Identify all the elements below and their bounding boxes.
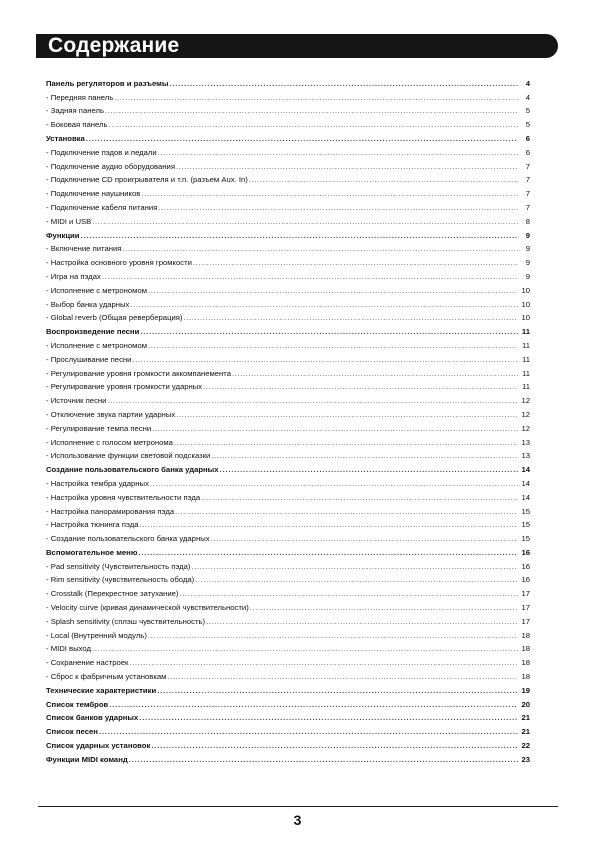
- toc-entry-page: 11: [522, 354, 530, 364]
- toc-sub-entry[interactable]: [46, 557, 530, 571]
- toc-section-entry[interactable]: [46, 74, 530, 88]
- toc-entry-page: 22: [521, 741, 530, 751]
- toc-entry-label: - Исполнение с метрономом: [46, 340, 148, 350]
- toc-entry-page: 5: [525, 120, 530, 130]
- toc-entry-page: 19: [521, 685, 530, 695]
- table-of-contents: [46, 74, 530, 764]
- toc-entry-page: 20: [521, 699, 530, 709]
- toc-entry-page: 12: [521, 396, 530, 406]
- toc-dot-leader: [206, 617, 518, 626]
- toc-dot-leader: [179, 589, 518, 598]
- toc-entry-label: - Сброс к фабричным установкам: [46, 672, 167, 682]
- toc-entry-label: - Сохранение настроек: [46, 658, 129, 668]
- toc-dot-leader: [232, 369, 518, 378]
- toc-entry-label: - Игра на пэдах: [46, 271, 101, 281]
- toc-entry-page: 18: [521, 658, 530, 668]
- toc-dot-leader: [211, 534, 518, 543]
- toc-dot-leader: [157, 686, 518, 695]
- toc-entry-label: Функции: [46, 230, 80, 240]
- toc-section-entry[interactable]: [46, 543, 530, 557]
- toc-entry-label: - Настройка тюнинга пэда: [46, 520, 139, 530]
- toc-entry-label: - Настройка панорамирования пэда: [46, 506, 175, 516]
- toc-sub-entry[interactable]: [46, 88, 530, 102]
- toc-entry-label: - Настройка уровня чувствительности пэда: [46, 492, 201, 502]
- toc-sub-entry[interactable]: [46, 667, 530, 681]
- toc-dot-leader: [176, 162, 518, 171]
- toc-dot-leader: [148, 286, 518, 295]
- toc-dot-leader: [138, 548, 518, 557]
- toc-entry-page: 12: [521, 409, 530, 419]
- toc-sub-entry[interactable]: [46, 281, 530, 295]
- toc-entry-label: Установка: [46, 133, 85, 143]
- toc-entry-page: 6: [525, 147, 530, 157]
- toc-sub-entry[interactable]: [46, 364, 530, 378]
- toc-entry-label: Панель регуляторов и разъемы: [46, 78, 169, 88]
- toc-dot-leader: [109, 700, 518, 709]
- toc-sub-entry[interactable]: [46, 516, 530, 530]
- toc-dot-leader: [152, 424, 518, 433]
- toc-sub-entry[interactable]: [46, 253, 530, 267]
- toc-section-entry[interactable]: [46, 695, 530, 709]
- toc-entry-label: - MIDI выход: [46, 644, 92, 654]
- page-title: Содержание: [48, 34, 180, 57]
- toc-entry-label: - Исполнение с голосом метронома: [46, 437, 173, 447]
- toc-sub-entry[interactable]: [46, 198, 530, 212]
- toc-sub-entry[interactable]: [46, 433, 530, 447]
- toc-entry-page: 9: [525, 230, 530, 240]
- toc-sub-entry[interactable]: [46, 240, 530, 254]
- toc-entry-page: 23: [521, 754, 530, 764]
- toc-entry-page: 7: [525, 189, 530, 199]
- toc-entry-label: - Настройка тембра ударных: [46, 478, 149, 488]
- toc-entry-label: - Local (Внутренний модуль): [46, 630, 147, 640]
- toc-dot-leader: [250, 603, 518, 612]
- toc-entry-label: Технические характеристики: [46, 685, 157, 695]
- toc-entry-label: - Источник песни: [46, 396, 107, 406]
- toc-entry-label: - Crosstalk (Перекрестное затухание): [46, 589, 179, 599]
- toc-dot-leader: [130, 300, 518, 309]
- toc-sub-entry[interactable]: [46, 640, 530, 654]
- toc-entry-label: - Регулирование уровня громкости аккомпанемента: [46, 368, 232, 378]
- toc-entry-page: 11: [522, 382, 530, 392]
- page-number: 3: [293, 812, 302, 828]
- toc-sub-entry[interactable]: [46, 571, 530, 585]
- toc-dot-leader: [99, 727, 518, 736]
- toc-entry-page: 4: [525, 78, 530, 88]
- toc-sub-entry[interactable]: [46, 598, 530, 612]
- toc-dot-leader: [107, 396, 518, 405]
- toc-entry-page: 13: [521, 437, 530, 447]
- toc-entry-page: 15: [521, 534, 530, 544]
- toc-entry-label: - Включение питания: [46, 244, 122, 254]
- toc-sub-entry[interactable]: [46, 405, 530, 419]
- toc-sub-entry[interactable]: [46, 212, 530, 226]
- toc-entry-label: - MIDI и USB: [46, 216, 92, 226]
- toc-entry-page: 11: [522, 368, 530, 378]
- toc-dot-leader: [140, 327, 518, 336]
- toc-dot-leader: [175, 507, 518, 516]
- toc-section-entry[interactable]: [46, 709, 530, 723]
- toc-entry-label: - Global reverb (Общая реверберация): [46, 313, 183, 323]
- toc-entry-label: - Создание пользовательского банка ударных: [46, 534, 210, 544]
- toc-dot-leader: [195, 575, 518, 584]
- toc-sub-entry[interactable]: [46, 350, 530, 364]
- toc-dot-leader: [102, 272, 518, 281]
- toc-entry-page: 9: [525, 271, 530, 281]
- toc-entry-page: 14: [521, 492, 530, 502]
- toc-entry-label: - Использование функции световой подсказки: [46, 451, 211, 461]
- toc-entry-page: 16: [521, 547, 530, 557]
- toc-entry-label: - Передняя панель: [46, 92, 114, 102]
- toc-dot-leader: [81, 231, 518, 240]
- toc-dot-leader: [176, 410, 518, 419]
- toc-entry-label: - Настройка основного уровня громкости: [46, 258, 192, 268]
- toc-entry-page: 10: [521, 313, 530, 323]
- toc-dot-leader: [109, 120, 518, 129]
- toc-sub-entry[interactable]: [46, 419, 530, 433]
- toc-entry-page: 15: [521, 520, 530, 530]
- toc-dot-leader: [86, 134, 518, 143]
- toc-entry-page: 11: [521, 327, 530, 337]
- toc-entry-page: 10: [521, 299, 530, 309]
- toc-entry-page: 7: [525, 202, 530, 212]
- toc-sub-entry[interactable]: [46, 157, 530, 171]
- toc-dot-leader: [129, 658, 518, 667]
- toc-dot-leader: [139, 713, 518, 722]
- toc-sub-entry[interactable]: [46, 171, 530, 185]
- toc-entry-page: 12: [521, 423, 530, 433]
- toc-entry-label: Список песен: [46, 727, 98, 737]
- toc-dot-leader: [132, 355, 518, 364]
- toc-entry-page: 11: [522, 340, 530, 350]
- toc-dot-leader: [148, 631, 518, 640]
- toc-dot-leader: [211, 451, 518, 460]
- toc-entry-page: 6: [525, 133, 530, 143]
- toc-sub-entry[interactable]: [46, 653, 530, 667]
- title-bar: [36, 34, 558, 58]
- toc-dot-leader: [249, 175, 518, 184]
- toc-entry-label: - Выбор банка ударных: [46, 299, 130, 309]
- toc-entry-page: 14: [521, 478, 530, 488]
- toc-entry-page: 17: [521, 616, 530, 626]
- toc-dot-leader: [114, 93, 518, 102]
- toc-dot-leader: [148, 341, 518, 350]
- toc-entry-label: Функции MIDI команд: [46, 754, 128, 764]
- toc-dot-leader: [139, 520, 518, 529]
- toc-dot-leader: [191, 562, 518, 571]
- toc-entry-label: Список ударных установок: [46, 741, 151, 751]
- toc-sub-entry[interactable]: [46, 447, 530, 461]
- toc-entry-label: - Боковая панель: [46, 120, 108, 130]
- toc-sub-entry[interactable]: [46, 391, 530, 405]
- toc-entry-page: 13: [521, 451, 530, 461]
- toc-sub-entry[interactable]: [46, 626, 530, 640]
- toc-dot-leader: [92, 217, 518, 226]
- toc-entry-page: 4: [525, 92, 530, 102]
- toc-entry-label: - Отключение звука партии ударных: [46, 409, 176, 419]
- toc-dot-leader: [122, 244, 518, 253]
- toc-dot-leader: [169, 79, 518, 88]
- toc-entry-page: 5: [525, 106, 530, 116]
- toc-dot-leader: [129, 755, 518, 764]
- toc-section-entry[interactable]: [46, 460, 530, 474]
- toc-dot-leader: [201, 493, 518, 502]
- toc-entry-label: - Регулирование уровня громкости ударных: [46, 382, 203, 392]
- toc-entry-label: - Velocity curve (кривая динамической чувствительности): [46, 603, 249, 613]
- toc-dot-leader: [203, 382, 518, 391]
- toc-sub-entry[interactable]: [46, 115, 530, 129]
- toc-section-entry[interactable]: [46, 681, 530, 695]
- toc-sub-entry[interactable]: [46, 474, 530, 488]
- toc-entry-page: 16: [521, 561, 530, 571]
- toc-entry-page: 8: [525, 216, 530, 226]
- toc-entry-label: - Задняя панель: [46, 106, 105, 116]
- toc-section-entry[interactable]: [46, 722, 530, 736]
- toc-dot-leader: [150, 479, 518, 488]
- toc-entry-page: 9: [525, 258, 530, 268]
- toc-sub-entry[interactable]: [46, 488, 530, 502]
- toc-entry-page: 21: [521, 727, 530, 737]
- toc-sub-entry[interactable]: [46, 295, 530, 309]
- toc-entry-label: - Прослушивание песни: [46, 354, 132, 364]
- toc-sub-entry[interactable]: [46, 612, 530, 626]
- toc-entry-page: 15: [521, 506, 530, 516]
- toc-dot-leader: [105, 106, 518, 115]
- toc-section-entry[interactable]: [46, 750, 530, 764]
- toc-sub-entry[interactable]: [46, 102, 530, 116]
- toc-entry-page: 21: [521, 713, 530, 723]
- toc-entry-page: 18: [521, 644, 530, 654]
- toc-dot-leader: [158, 148, 518, 157]
- toc-entry-label: Список тембров: [46, 699, 109, 709]
- toc-entry-page: 17: [521, 589, 530, 599]
- toc-dot-leader: [167, 672, 518, 681]
- toc-entry-page: 9: [525, 244, 530, 254]
- toc-dot-leader: [174, 438, 518, 447]
- toc-dot-leader: [158, 203, 518, 212]
- toc-dot-leader: [141, 189, 518, 198]
- toc-entry-page: 7: [525, 161, 530, 171]
- toc-section-entry[interactable]: [46, 226, 530, 240]
- toc-entry-page: 17: [521, 603, 530, 613]
- toc-entry-label: - Rim sensitivity (чувствительность обода): [46, 575, 195, 585]
- toc-sub-entry[interactable]: [46, 143, 530, 157]
- toc-sub-entry[interactable]: [46, 378, 530, 392]
- toc-entry-label: - Подключение кабеля питания: [46, 202, 158, 212]
- toc-sub-entry[interactable]: [46, 529, 530, 543]
- toc-section-entry[interactable]: [46, 322, 530, 336]
- toc-sub-entry[interactable]: [46, 336, 530, 350]
- toc-entry-label: Воспроизведение песни: [46, 327, 140, 337]
- toc-entry-label: - Подключение аудио оборудования: [46, 161, 176, 171]
- toc-dot-leader: [92, 644, 518, 653]
- toc-entry-label: - Подключение CD проигрывателя и т.п. (разъем Aux. In): [46, 175, 248, 185]
- toc-section-entry[interactable]: [46, 129, 530, 143]
- toc-dot-leader: [183, 313, 518, 322]
- toc-entry-label: Вспомогательное меню: [46, 547, 138, 557]
- toc-entry-label: - Подключение пэдов и педали: [46, 147, 157, 157]
- toc-entry-label: - Подключение наушников: [46, 189, 141, 199]
- toc-sub-entry[interactable]: [46, 502, 530, 516]
- toc-entry-label: - Регулирование темпа песни: [46, 423, 152, 433]
- toc-entry-page: 16: [521, 575, 530, 585]
- toc-sub-entry[interactable]: [46, 267, 530, 281]
- toc-entry-label: Создание пользовательского банка ударных: [46, 465, 219, 475]
- toc-dot-leader: [220, 465, 518, 474]
- toc-entry-label: - Splash sensitivity (сплэш чувствительность): [46, 616, 206, 626]
- toc-entry-label: Список банков ударных: [46, 713, 139, 723]
- toc-entry-label: - Pad sensitivity (Чувствительность пэда): [46, 561, 191, 571]
- toc-dot-leader: [193, 258, 518, 267]
- toc-entry-page: 18: [521, 672, 530, 682]
- toc-dot-leader: [151, 741, 518, 750]
- toc-sub-entry[interactable]: [46, 184, 530, 198]
- toc-sub-entry[interactable]: [46, 309, 530, 323]
- toc-entry-page: 14: [521, 465, 530, 475]
- footer-divider: [38, 806, 558, 807]
- toc-entry-page: 10: [521, 285, 530, 295]
- toc-section-entry[interactable]: [46, 736, 530, 750]
- toc-entry-page: 18: [521, 630, 530, 640]
- toc-entry-label: - Исполнение с метрономом: [46, 285, 148, 295]
- toc-sub-entry[interactable]: [46, 584, 530, 598]
- toc-entry-page: 7: [525, 175, 530, 185]
